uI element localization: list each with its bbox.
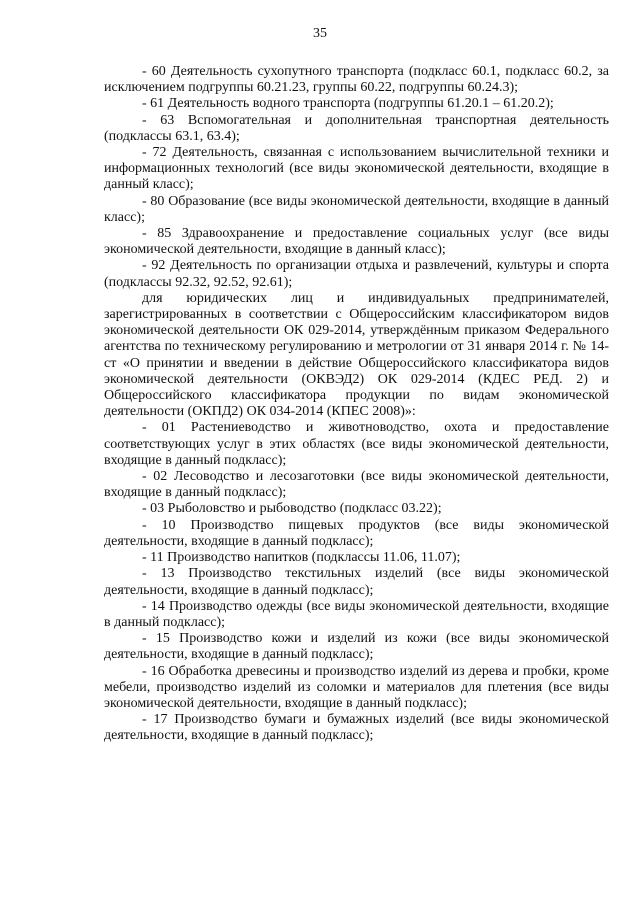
paragraph-okved-72: - 72 Деятельность, связанная с использованием вычислительной техники и информационных технологий (все виды экономической деятельности, входящие в данный класс); xyxy=(104,145,609,193)
paragraph-okved2-01: - 01 Растениеводство и животноводство, охота и предоставление соответствующих услуг в этих областях (все виды экономической деятельности, входящие в данный подкласс); xyxy=(104,420,609,468)
paragraph-okved-85: - 85 Здравоохранение и предоставление социальных услуг (все виды экономической деятельности, входящие в данный класс); xyxy=(104,226,609,258)
paragraph-okved-61: - 61 Деятельность водного транспорта (подгруппы 61.20.1 – 61.20.2); xyxy=(142,96,554,112)
paragraph-okved-92: - 92 Деятельность по организации отдыха и развлечений, культуры и спорта (подклассы 92.32, 92.52, 92.61); xyxy=(104,258,609,290)
paragraph-okved2-02: - 02 Лесоводство и лесозаготовки (все виды экономической деятельности, входящие в данный подкласс); xyxy=(104,469,609,501)
document-body xyxy=(104,64,609,745)
page-number: 35 xyxy=(313,26,327,41)
paragraph-okved2-16: - 16 Обработка древесины и производство изделий из дерева и пробки, кроме мебели, производство изделий из соломки и материалов для плетения (все виды экономической деятельности, входящие в данный подкласс); xyxy=(104,663,609,711)
paragraph-okved2-11: - 11 Производство напитков (подклассы 11.06, 11.07); xyxy=(142,550,461,566)
paragraph-okved-80: - 80 Образование (все виды экономической деятельности, входящие в данный класс); xyxy=(104,193,609,225)
paragraph-okved-63: - 63 Вспомогательная и дополнительная транспортная деятельность (подклассы 63.1, 63.4); xyxy=(104,112,609,144)
paragraph-okved2-15: - 15 Производство кожи и изделий из кожи (все виды экономической деятельности, входящие в данный подкласс); xyxy=(104,631,609,663)
paragraph-okved2-17: - 17 Производство бумаги и бумажных изделий (все виды экономической деятельности, входящие в данный подкласс); xyxy=(104,712,609,744)
paragraph-okved2-03: - 03 Рыболовство и рыбоводство (подкласс 03.22); xyxy=(142,501,442,517)
paragraph-okved2-intro: для юридических лиц и индивидуальных предпринимателей, зарегистрированных в соответствии с Общероссийским классификатором видов экономической деятельности ОК 029-2014, утверждённым приказом Федерального агентства по техническому регулированию и метрологии от 31 января 2014 г. № 14-ст «О принятии и введении в действие Общероссийского классификатора видов экономической деятельности (ОКВЭД2) ОК 029-2014 (КДЕС РЕД. 2) и Общероссийского классификатора продукции по видам экономической деятельности (ОКПД2) ОК 034-2014 (КПЕС 2008)»: xyxy=(104,290,609,420)
paragraph-okved2-14: - 14 Производство одежды (все виды экономической деятельности, входящие в данный подкласс); xyxy=(104,598,609,630)
paragraph-okved2-10: - 10 Производство пищевых продуктов (все виды экономической деятельности, входящие в данный подкласс); xyxy=(104,517,609,549)
paragraph-okved-60: - 60 Деятельность сухопутного транспорта (подкласс 60.1, подкласс 60.2, за исключением подгруппы 60.21.23, группы 60.22, подгруппы 60.24.3); xyxy=(104,64,609,96)
paragraph-okved2-13: - 13 Производство текстильных изделий (все виды экономической деятельности, входящие в данный подкласс); xyxy=(104,566,609,598)
